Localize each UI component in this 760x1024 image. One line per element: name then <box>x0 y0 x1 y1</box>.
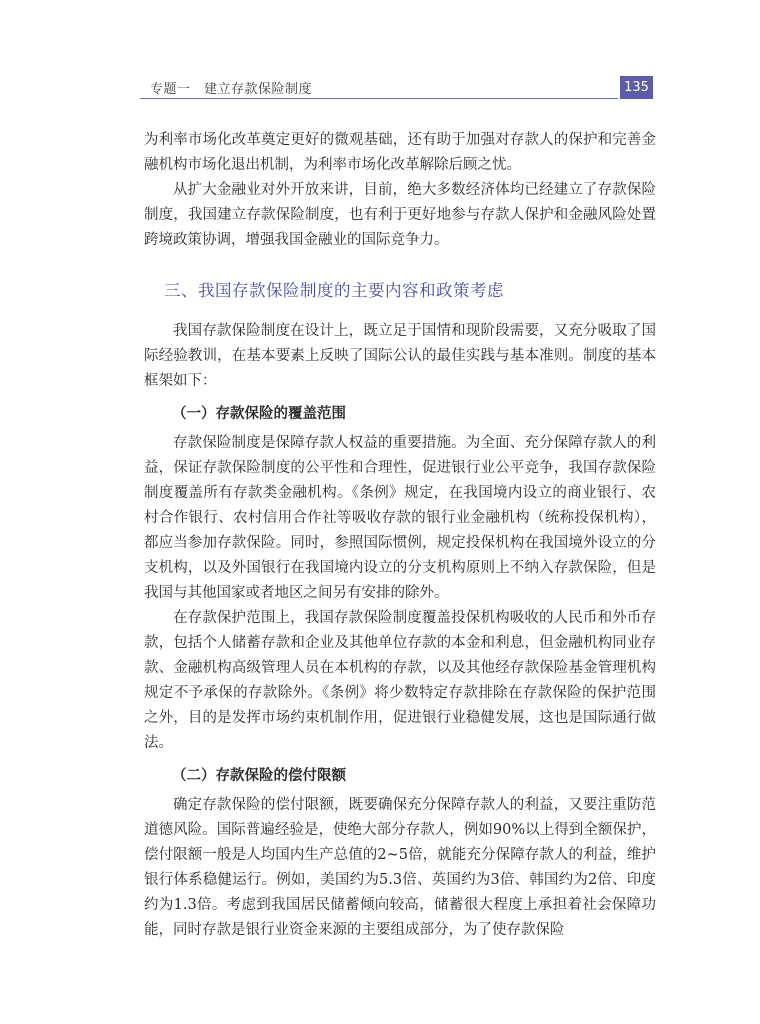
subheading-coverage: （一）存款保险的覆盖范围 <box>172 405 346 422</box>
page-number: 135 <box>620 76 653 99</box>
page-body <box>144 128 656 943</box>
paragraph-6: 确定存款保险的偿付限额，既要确保充分保障存款人的利益，又要注重防范道德风险。国际普遍经验是，使绝大部分存款人，例如90%以上得到全额保护，偿付限额一般是人均国内生产总值的2~5倍，就能充分保障存款人的利益，维护银行体系稳健运行。例如，美国约为5.3倍、英国约为3倍、韩国约为2倍、印度约为1.3倍。考虑到我国居民储蓄倾向较高，储蓄很大程度上承担着社会保障功能，同时存款是银行业资金来源的主要组成部分，为了使存款保险 <box>144 797 656 938</box>
header-rule <box>140 98 618 99</box>
section-heading-3: 三、我国存款保险制度的主要内容和政策考虑 <box>164 281 504 300</box>
paragraph-4: 存款保险制度是保障存款人权益的重要措施。为全面、充分保障存款人的利益，保证存款保险制度的公平性和合理性，促进银行业公平竞争，我国存款保险制度覆盖所有存款类金融机构。《条例》规定，在我国境内设立的商业银行、农村合作银行、农村信用合作社等吸收存款的银行业金融机构（统称投保机构），都应当参加存款保险。同时，参照国际惯例，规定投保机构在我国境外设立的分支机构，以及外国银行在我国境内设立的分支机构原则上不纳入存款保险，但是我国与其他国家或者地区之间另有安排的除外。 <box>144 435 656 601</box>
paragraph-2: 从扩大金融业对外开放来讲，目前，绝大多数经济体均已经建立了存款保险制度，我国建立存款保险制度，也有利于更好地参与存款人保护和金融风险处置跨境政策协调，增强我国金融业的国际竞争力。 <box>144 182 656 248</box>
subheading-limit: （二）存款保险的偿付限额 <box>172 767 346 784</box>
paragraph-1: 为利率市场化改革奠定更好的微观基础，还有助于加强对存款人的保护和完善金融机构市场化退出机制，为利率市场化改革解除后顾之忧。 <box>144 132 656 173</box>
page-header <box>140 76 653 100</box>
paragraph-3: 我国存款保险制度在设计上，既立足于国情和现阶段需要，又充分吸取了国际经验教训，在基本要素上反映了国际公认的最佳实践与基本准则。制度的基本框架如下： <box>144 323 656 389</box>
paragraph-5: 在存款保护范围上，我国存款保险制度覆盖投保机构吸收的人民币和外币存款，包括个人储蓄存款和企业及其他单位存款的本金和利息，但金融机构同业存款、金融机构高级管理人员在本机构的存款，以及其他经存款保险基金管理机构规定不予承保的存款除外。《条例》将少数特定存款排除在存款保险的保护范围之外，目的是发挥市场约束机制作用，促进银行业稳健发展，这也是国际通行做法。 <box>144 610 656 751</box>
running-title: 专题一 建立存款保险制度 <box>150 82 313 97</box>
